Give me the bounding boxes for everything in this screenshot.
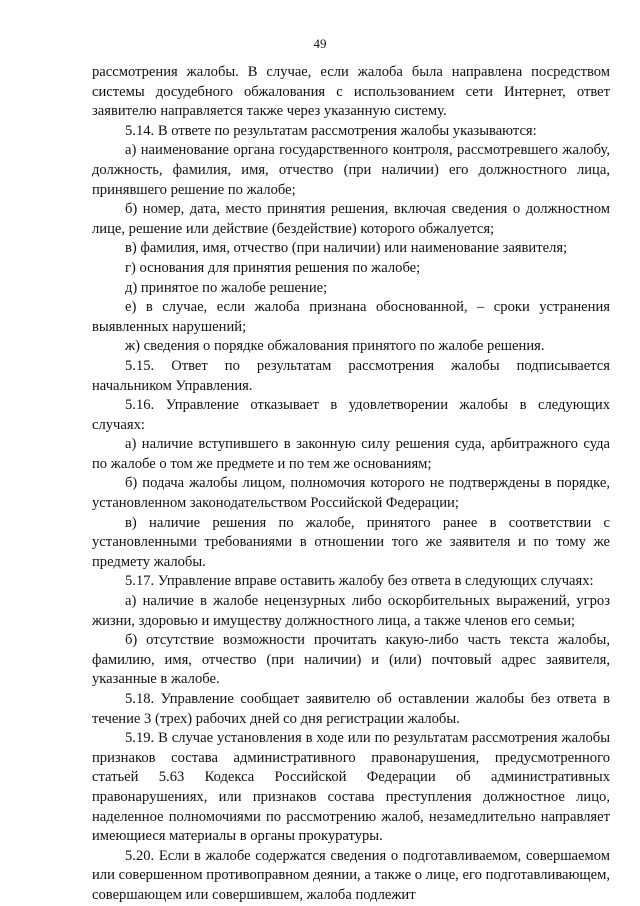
paragraph: ж) сведения о порядке обжалования принятого по жалобе решения.: [125, 338, 545, 355]
paragraph: б) подача жалобы лицом, полномочия которого не подтверждены в порядке, установленном законодательством Российской Федерации;: [92, 475, 610, 512]
paragraph: б) отсутствие возможности прочитать какую-либо часть текста жалобы, фамилию, имя, отчество (при наличии) и (или) почтовый адрес заявителя, указанные в жалобе.: [92, 632, 610, 688]
paragraph: д) принятое по жалобе решение;: [125, 279, 328, 296]
paragraph: а) наличие в жалобе нецензурных либо оскорбительных выражений, угроз жизни, здоровью и имуществу должностного лица, а также членов его семьи;: [92, 593, 610, 629]
paragraph: 5.20. Если в жалобе содержатся сведения о подготавливаемом, совершаемом или совершенном противоправном деянии, а также о лице, его подготавливающем, совершающем или совершившем, жалоба подлежит: [92, 847, 610, 903]
paragraph: рассмотрения жалобы. В случае, если жалоба была направлена посредством системы досудебного обжалования с использованием сети Интернет, ответ заявителю направляется также через указанную систему.: [92, 64, 610, 120]
paragraph: 5.15. Ответ по результатам рассмотрения жалобы подписывается начальником Управления.: [92, 357, 610, 394]
paragraph: 5.19. В случае установления в ходе или по результатам рассмотрения жалобы признаков состава административного правонарушения, предусмотренного статьей 5.63 Кодекса Российской Федерации об административных правонарушениях, или признаков состава преступления должностное лицо, наделенное полномочиями по рассмотрению жалоб, незамедлительно направляет имеющиеся материалы в органы прокуратуры.: [92, 730, 610, 845]
paragraph: г) основания для принятия решения по жалобе;: [125, 259, 421, 276]
paragraph: е) в случае, если жалоба признана обоснованной, – сроки устранения выявленных нарушений;: [92, 299, 610, 335]
paragraph: 5.14. В ответе по результатам рассмотрения жалобы указываются:: [125, 122, 537, 139]
paragraph: б) номер, дата, место принятия решения, включая сведения о должностном лице, решение или действие (бездействие) которого обжалуется;: [92, 201, 610, 237]
paragraph: 5.16. Управление отказывает в удовлетворении жалобы в следующих случаях:: [92, 397, 610, 433]
paragraph: в) наличие решения по жалобе, принятого ранее в соответствии с установленными требованиями в отношении того же заявителя и по тому же предмету жалобы.: [92, 514, 610, 570]
page-number: 49: [313, 36, 327, 51]
paragraph: а) наименование органа государственного контроля, рассмотревшего жалобу, должность, фамилия, имя, отчество (при наличии) его должностного лица, принявшего решение по жалобе;: [92, 142, 610, 198]
paragraph: в) фамилия, имя, отчество (при наличии) или наименование заявителя;: [125, 240, 568, 257]
paragraph: а) наличие вступившего в законную силу решения суда, арбитражного суда по жалобе о том же предмете и по тем же основаниям;: [92, 436, 610, 472]
document-body: [92, 63, 610, 906]
paragraph: 5.18. Управление сообщает заявителю об оставлении жалобы без ответа в течение 3 (трех) рабочих дней со дня регистрации жалобы.: [92, 691, 610, 727]
paragraph: 5.17. Управление вправе оставить жалобу без ответа в следующих случаях:: [125, 573, 594, 590]
